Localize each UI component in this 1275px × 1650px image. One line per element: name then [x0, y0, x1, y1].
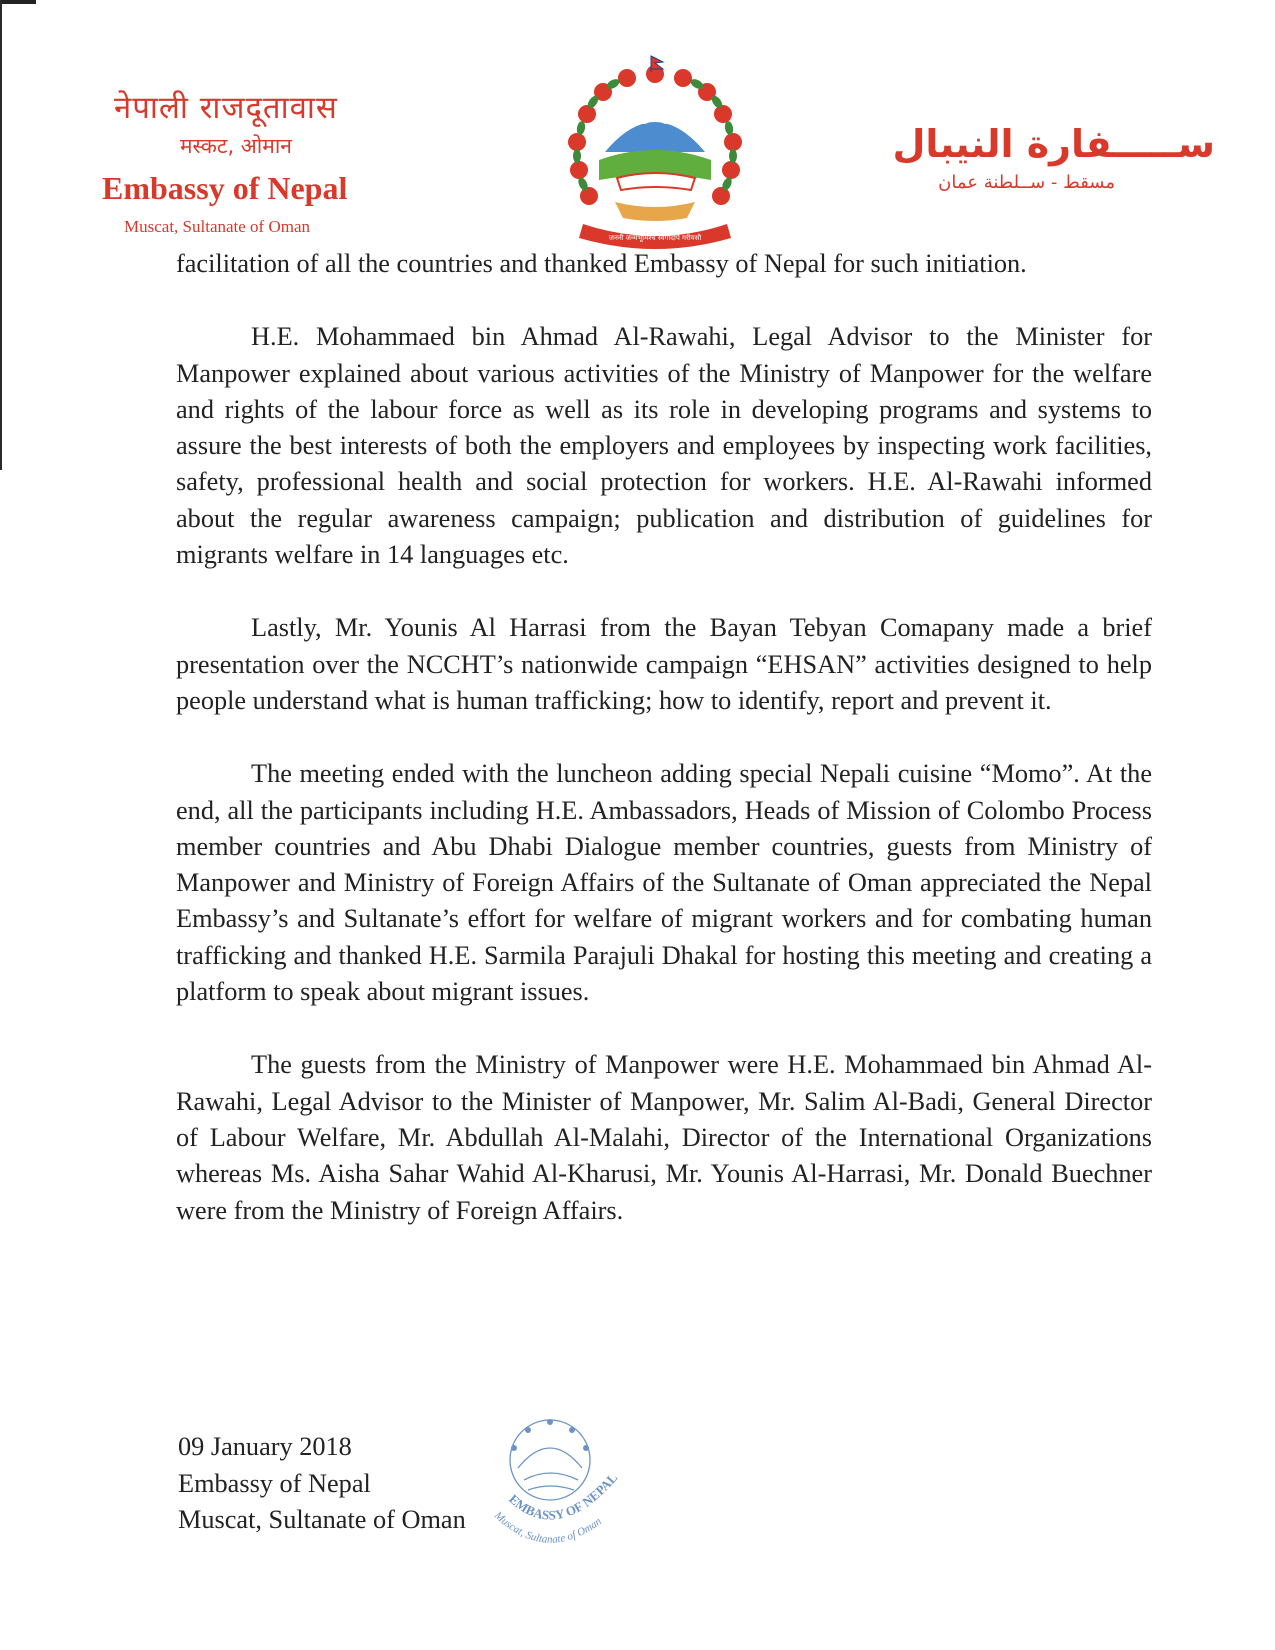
scan-corner-mark — [0, 0, 36, 4]
signature-date: 09 January 2018 — [178, 1432, 352, 1461]
letterhead-english-city: Muscat, Sultanate of Oman — [124, 217, 311, 236]
letterhead-arabic-city: مسقط - ســلطنة عمان — [938, 172, 1115, 193]
letterhead-nepali-city: मस्कट, ओमान — [180, 134, 292, 158]
paragraph: H.E. Mohammaed bin Ahmad Al-Rawahi, Legal Advisor to the Minister for Manpower explained about various activities of the Ministry of Manpower for the welfare and rights of the labour force as well as its role in developing programs and systems to assure the best interests of both the employers and employees by inspecting work facilities, safety, professional health and social protection for workers. H.E. Al-Rawahi informed about the regular awareness campaign; publication and distribution of guidelines for migrants welfare in 14 languages etc. — [176, 322, 1152, 570]
scan-edge-line — [0, 0, 2, 470]
embassy-stamp-icon — [488, 1408, 633, 1558]
nepal-emblem-icon — [555, 52, 755, 252]
letterhead-arabic-name: ســـــفارة النيبال — [892, 122, 1215, 166]
letterhead-english-name: Embassy of Nepal — [102, 170, 348, 206]
letterhead-left — [100, 86, 420, 237]
signature-block — [178, 1429, 466, 1539]
letterhead-nepali-name: नेपाली राजदूतावास — [114, 90, 338, 126]
signature-org: Embassy of Nepal — [178, 1468, 371, 1498]
signature-location: Muscat, Sultanate of Oman — [178, 1505, 466, 1534]
paragraph: The guests from the Ministry of Manpower were H.E. Mohammaed bin Ahmad Al- Rawahi, Legal Advisor to the Minister of Manpower, Mr. Salim Al-Badi, General Director of Labour Welfare, Mr. Abdullah Al-Malahi, Director of the International Organizations whereas Ms. Aisha Sahar Wahid Al-Kharusi, Mr. Younis Al-Harrasi, Mr. Donald Buechner were from the Ministry of Foreign Affairs. — [176, 1050, 1152, 1225]
stamp-text-bottom: Muscat, Sultanate of Oman — [491, 1509, 604, 1546]
paragraph: The meeting ended with the luncheon adding special Nepali cuisine “Momo”. At the end, all the participants including H.E. Ambassadors, Heads of Mission of Colombo Process member countries and Abu Dhabi Dialogue member countries, guests from Ministry of Manpower and Ministry of Foreign Affairs of the Sultanate of Oman appreciated the Nepal Embassy’s and Sultanate’s effort for welfare of migrant workers and for combating human trafficking and thanked H.E. Sarmila Parajuli Dhakal for hosting this meeting and creating a platform to speak about migrant issues. — [176, 759, 1152, 1007]
paragraph-continuation: facilitation of all the countries and thanked Embassy of Nepal for such initiation. — [176, 249, 1027, 278]
emblem-banner-text: जननी जन्मभूमिश्च स्वर्गादपि गरीयसी — [608, 234, 702, 242]
letter-body — [176, 246, 1152, 1266]
paragraph: Lastly, Mr. Younis Al Harrasi from the Bayan Tebyan Comapany made a brief presentation over the NCCHT’s nationwide campaign “EHSAN” activities designed to help people understand what is human trafficking; how to identify, report and prevent it. — [176, 613, 1152, 715]
letterhead-right — [875, 122, 1215, 193]
stamp-text-top: EMBASSY OF NEPAL — [506, 1470, 621, 1523]
